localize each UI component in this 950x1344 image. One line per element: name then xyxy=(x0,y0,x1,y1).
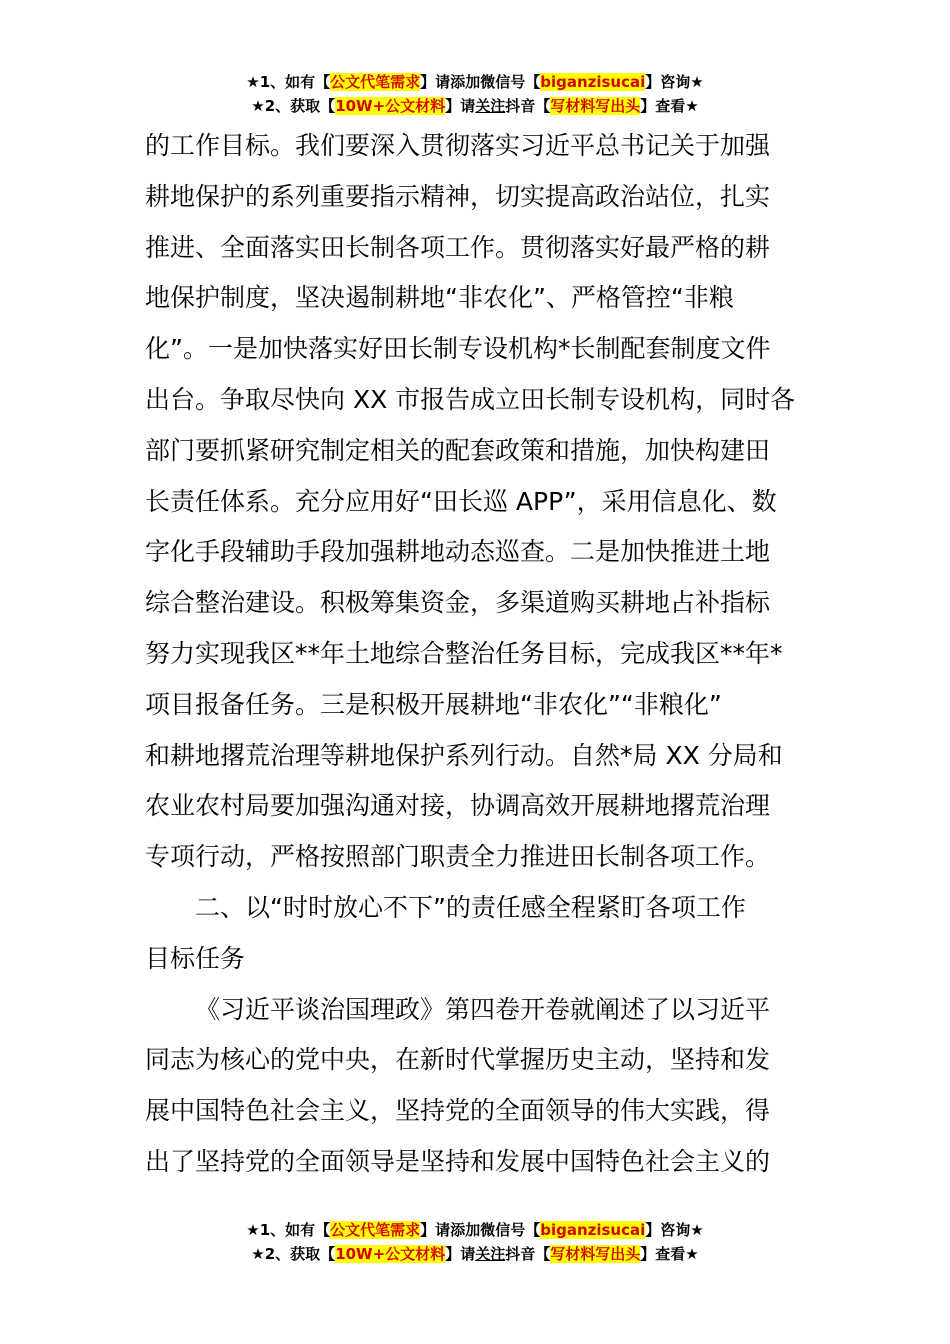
banner-text: 抖音【 xyxy=(505,97,551,115)
banner-text: 】请添 xyxy=(420,1221,466,1239)
body-line: 农业农村局要加强沟通对接，协调高效开展耕地撂荒治理 xyxy=(145,791,771,821)
highlight-service: 公文代笔需求 xyxy=(330,73,421,91)
section-heading: 二、以“时时放心不下”的责任感全程紧盯各项工作 xyxy=(195,892,746,922)
body-line: 综合整治建设。积极筹集资金，多渠道购买耕地占补指标 xyxy=(145,588,771,618)
body-line: 推进、全面落实田长制各项工作。贯彻落实好最严格的耕 xyxy=(145,232,771,262)
header-banner xyxy=(0,70,950,118)
banner-line-1 xyxy=(0,1218,950,1242)
section-heading-cont: 目标任务 xyxy=(145,943,246,973)
footer-banner xyxy=(0,1218,950,1266)
body-line: 出了坚持党的全面领导是坚持和发展中国特色社会主义的 xyxy=(145,1146,771,1176)
body-line: 出台。争取尽快向 XX 市报告成立田长制专设机构，同时各 xyxy=(145,384,796,414)
banner-text: ★1、如有【 xyxy=(246,73,331,91)
banner-text: 】请 xyxy=(445,1245,476,1263)
highlight-materials: 10W+公文材料 xyxy=(335,97,446,115)
banner-line-2 xyxy=(0,1242,950,1266)
banner-text: 关注 xyxy=(475,1245,506,1263)
banner-text: 】查看★ xyxy=(640,1245,699,1263)
body-line: 化”。一是加快落实好田长制专设机构*长制配套制度文件 xyxy=(145,334,771,364)
highlight-wechat-id: biganzisucai xyxy=(540,1221,646,1239)
body-line: 展中国特色社会主义，坚持党的全面领导的伟大实践，得 xyxy=(145,1096,771,1126)
banner-line-2 xyxy=(0,94,950,118)
banner-text: 加 xyxy=(465,73,481,91)
highlight-wechat-id: biganzisucai xyxy=(540,73,646,91)
highlight-douyin: 写材料写出头 xyxy=(550,97,641,115)
body-line: 专项行动，严格按照部门职责全力推进田长制各项工作。 xyxy=(145,842,771,872)
banner-text: ★2、获取【 xyxy=(251,97,336,115)
body-line: 耕地保护的系列重要指示精神，切实提高政治站位，扎实 xyxy=(145,181,771,211)
body-line: 同志为核心的党中央，在新时代掌握历史主动，坚持和发 xyxy=(145,1045,771,1075)
banner-text: 微信号【 xyxy=(480,1221,541,1239)
banner-text: ★1、如有【 xyxy=(246,1221,331,1239)
banner-text: 】咨询★ xyxy=(645,73,704,91)
body-line: 长责任体系。充分应用好“田长巡 APP”，采用信息化、数 xyxy=(145,486,777,516)
banner-text: 】请添 xyxy=(420,73,466,91)
body-line: 的工作目标。我们要深入贯彻落实习近平总书记关于加强 xyxy=(145,131,771,160)
banner-text: 】请 xyxy=(445,97,476,115)
banner-text: 】咨询★ xyxy=(645,1221,704,1239)
banner-text: 抖音【 xyxy=(505,1245,551,1263)
banner-text: 微信号【 xyxy=(480,73,541,91)
body-line: 部门要抓紧研究制定相关的配套政策和措施，加快构建田 xyxy=(145,435,771,465)
highlight-douyin: 写材料写出头 xyxy=(550,1245,641,1263)
body-line: 地保护制度，坚决遏制耕地“非农化”、严格管控“非粮 xyxy=(145,283,734,313)
banner-text: 】查看★ xyxy=(640,97,699,115)
document-body xyxy=(145,121,810,1188)
highlight-service: 公文代笔需求 xyxy=(330,1221,421,1239)
body-line: 字化手段辅助手段加强耕地动态巡查。二是加快推进土地 xyxy=(145,537,771,567)
body-line: 努力实现我区**年土地综合整治任务目标，完成我区**年* xyxy=(145,638,783,668)
body-line: 《习近平谈治国理政》第四卷开卷就阐述了以习近平 xyxy=(195,994,771,1024)
body-line: 项目报备任务。三是积极开展耕地“非农化”“非粮化” xyxy=(145,689,722,719)
highlight-materials: 10W+公文材料 xyxy=(335,1245,446,1263)
body-line: 和耕地撂荒治理等耕地保护系列行动。自然*局 XX 分局和 xyxy=(145,740,783,770)
banner-text: ★2、获取【 xyxy=(251,1245,336,1263)
banner-text: 加 xyxy=(465,1221,481,1239)
banner-text: 关注 xyxy=(475,97,506,115)
banner-line-1 xyxy=(0,70,950,94)
